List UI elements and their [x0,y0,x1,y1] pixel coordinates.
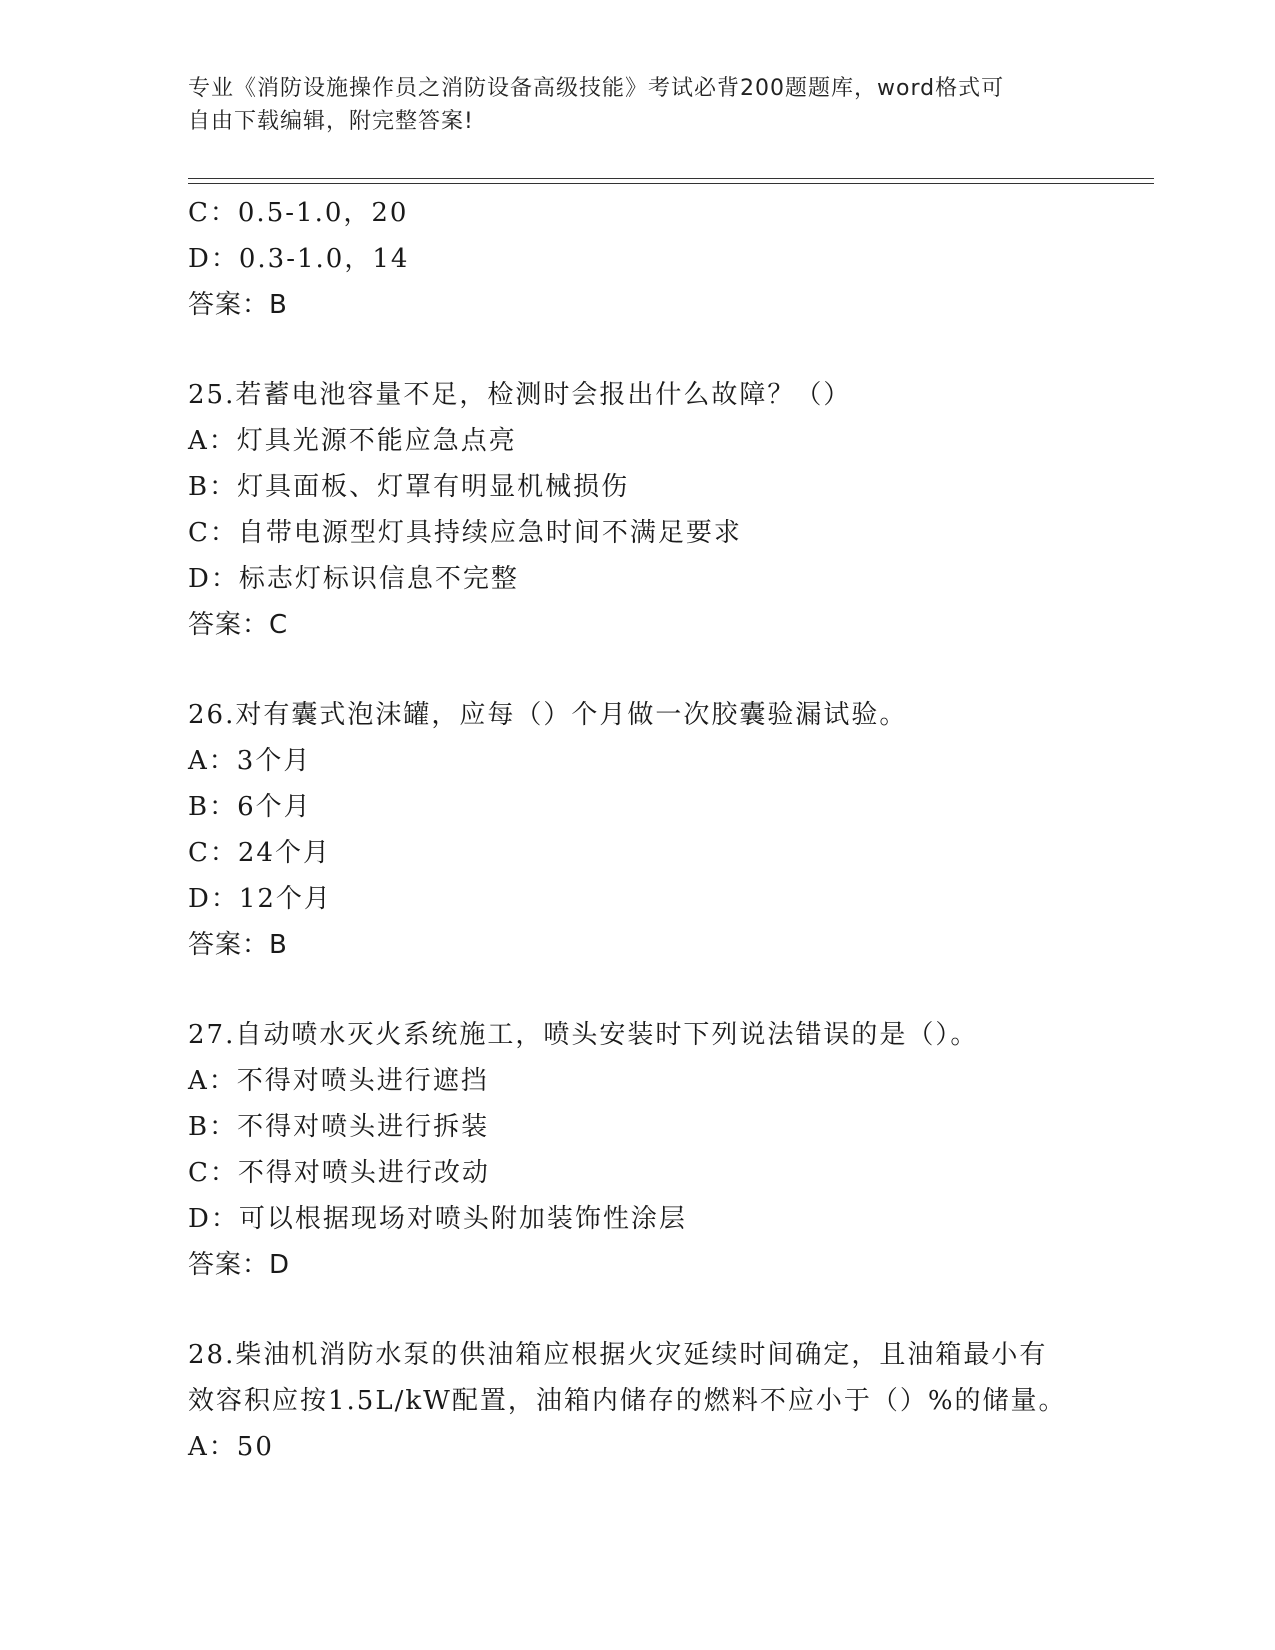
question-list [188,190,1154,1470]
question-block-prev [188,190,1154,328]
question-text: 27.自动喷水灭火系统施工，喷头安装时下列说法错误的是（）。 [188,1020,979,1050]
question-text-line-2: 效容积应按1.5L/kW配置，油箱内储存的燃料不应小于（）%的储量。 [188,1386,1067,1416]
option-a: A：不得对喷头进行遮挡 [188,1066,489,1096]
header-rule-bottom [188,183,1154,184]
spacer [188,328,1154,372]
answer-line: 答案：D [188,1250,291,1280]
option-c: C：0.5-1.0，20 [188,198,409,228]
option-a: A：3个月 [188,746,312,776]
spacer [188,1288,1154,1332]
question-text: 25.若蓄电池容量不足，检测时会报出什么故障？（） [188,380,852,410]
spacer [188,968,1154,1012]
option-c: C：不得对喷头进行改动 [188,1158,490,1188]
answer-line: 答案：B [188,930,288,960]
question-block-28 [188,1332,1154,1470]
option-b: B：不得对喷头进行拆装 [188,1112,490,1142]
question-block-26 [188,692,1154,968]
header-line-2: 自由下载编辑，附完整答案! [188,109,474,134]
question-text-line-1: 28.柴油机消防水泵的供油箱应根据火灾延续时间确定，且油箱最小有 [188,1340,1048,1370]
option-d: D：12个月 [188,884,332,914]
option-c: C：自带电源型灯具持续应急时间不满足要求 [188,518,742,548]
option-a: A：50 [188,1432,274,1462]
option-d: D：0.3-1.0，14 [188,244,410,274]
option-a: A：灯具光源不能应急点亮 [188,426,517,456]
option-d: D：可以根据现场对喷头附加装饰性涂层 [188,1204,687,1234]
answer-line: 答案：C [188,610,289,640]
option-b: B：6个月 [188,792,312,822]
answer-line: 答案：B [188,290,288,320]
page-header [188,72,1068,138]
option-b: B：灯具面板、灯罩有明显机械损伤 [188,472,630,502]
question-text: 26.对有囊式泡沫罐，应每（）个月做一次胶囊验漏试验。 [188,700,908,730]
option-d: D：标志灯标识信息不完整 [188,564,519,594]
option-c: C：24个月 [188,838,331,868]
question-block-27 [188,1012,1154,1288]
question-block-25 [188,372,1154,648]
header-rule-top [188,178,1154,179]
spacer [188,648,1154,692]
header-line-1: 专业《消防设施操作员之消防设备高级技能》考试必背200题题库，word格式可 [188,76,1005,101]
